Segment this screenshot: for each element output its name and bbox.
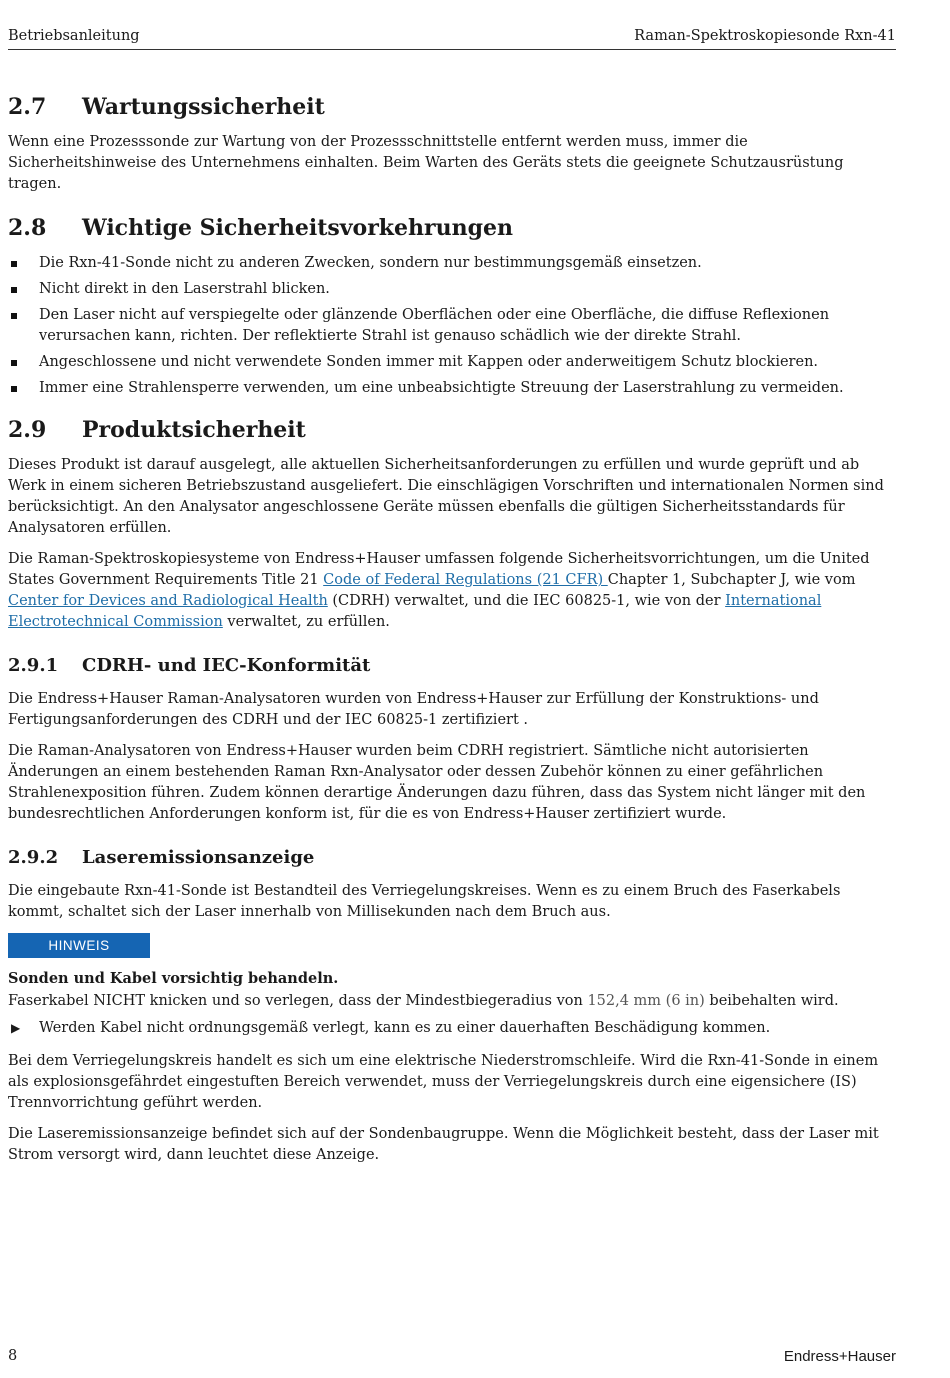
header-product-name: Raman-Spektroskopiesonde Rxn-41 — [634, 28, 896, 44]
paragraph: Die Raman-Analysatoren von Endress+Hauser wurden beim CDRH registriert. Sämtliche nicht autorisierten Änderungen an einem bestehenden Raman Rxn-Analysator oder dessen Zubehör können zu einer gefährlichen Strahlenexposition führen. Zudem können derartige Änderungen dazu führen, dass das System nicht länger mit den bundesrechtlichen Anforderungen konform ist, für die es von Endress+Hauser zertifiziert wurde. — [8, 743, 866, 822]
section-title: Wichtige Sicherheitsvorkehrungen — [82, 215, 513, 241]
iec-link[interactable]: International Electrotechnical Commission — [8, 593, 822, 630]
section-title: Wartungssicherheit — [82, 94, 325, 120]
page-number: 8 — [8, 1348, 18, 1364]
text-run: verwaltet, zu erfüllen. — [222, 614, 390, 630]
list-item-text: Immer eine Strahlensperre verwenden, um eine unbeabsichtigte Streuung der Laserstrahlung zu vermeiden. — [39, 380, 844, 396]
running-header — [8, 27, 896, 50]
cdrh-link[interactable]: Center for Devices and Radiological Health — [8, 593, 328, 609]
section-title: Laseremissionsanzeige — [82, 847, 315, 868]
square-bullet-icon — [11, 386, 17, 392]
section-title: CDRH- und IEC-Konformität — [82, 655, 371, 676]
consequence-line — [8, 1018, 896, 1039]
square-bullet-icon — [11, 313, 17, 319]
list-item-text: Angeschlossene und nicht verwendete Sonden immer mit Kappen oder anderweitigem Schutz blockieren. — [39, 354, 819, 370]
precautions-list — [8, 253, 896, 399]
text-run: Faserkabel NICHT knicken und so verlegen, dass der Mindestbiegeradius von — [8, 993, 588, 1009]
square-bullet-icon — [11, 261, 17, 267]
text-run: Die Raman-Spektroskopiesysteme von Endress+Hauser umfassen folgende Sicherheitsvorrichtungen, um die United States Government Requirements Title 21 — [8, 551, 870, 588]
list-item — [8, 378, 896, 399]
list-item — [8, 352, 896, 373]
header-document-type: Betriebsanleitung — [8, 28, 140, 44]
list-item — [8, 279, 896, 300]
section-heading-2-9-1 — [8, 653, 896, 679]
cfr-link[interactable]: Code of Federal Regulations (21 CFR) — [323, 572, 608, 588]
list-item-text: Die Rxn-41-Sonde nicht zu anderen Zwecken, sondern nur bestimmungsgemäß einsetzen. — [39, 255, 702, 271]
square-bullet-icon — [11, 287, 17, 293]
list-item-text: Den Laser nicht auf verspiegelte oder glänzende Oberflächen oder eine Oberfläche, die diffuse Reflexionen verursachen kann, richten. Der reflektierte Strahl ist genauso schädlich wie der direkte Strahl. — [39, 307, 830, 344]
list-item — [8, 253, 896, 274]
text-run: beibehalten wird. — [704, 993, 839, 1009]
paragraph: Die eingebaute Rxn-41-Sonde ist Bestandteil des Verriegelungskreises. Wenn es zu einem Bruch des Faserkabels kommt, schaltet sich der Laser innerhalb von Millisekunden nach dem Bruch aus. — [8, 883, 841, 920]
paragraph-with-links — [8, 549, 896, 633]
list-item — [8, 305, 896, 347]
section-heading-2-7 — [8, 92, 896, 122]
section-heading-2-9 — [8, 415, 896, 445]
paragraph: Bei dem Verriegelungskreis handelt es sich um eine elektrische Niederstromschleife. Wird die Rxn-41-Sonde in einem als explosionsgefährdet eingestuften Bereich verwendet, muss der Verriegelungskreis durch eine eigensichere (IS) Trennvorrichtung geführt werden. — [8, 1053, 879, 1111]
section-number: 2.9.1 — [8, 655, 59, 676]
section-heading-2-9-2 — [8, 845, 896, 871]
text-run: Chapter 1, Subchapter J, wie vom — [607, 572, 856, 588]
triangle-arrow-icon: ▶ — [11, 1021, 21, 1035]
notice-title: Sonden und Kabel vorsichtig behandeln. — [8, 970, 339, 987]
notice-badge: HINWEIS — [8, 933, 150, 958]
square-bullet-icon — [11, 360, 17, 366]
consequence-text: Werden Kabel nicht ordnungsgemäß verlegt, kann es zu einer dauerhaften Beschädigung kommen. — [39, 1020, 771, 1036]
section-number: 2.8 — [8, 215, 47, 241]
text-run: (CDRH) verwaltet, und die IEC 60825-1, wie von der — [327, 593, 726, 609]
running-footer — [8, 1348, 896, 1370]
paragraph: Dieses Produkt ist darauf ausgelegt, alle aktuellen Sicherheitsanforderungen zu erfüllen und wurde geprüft und ab Werk in einem sicheren Betriebszustand ausgeliefert. Die einschlägigen Vorschriften und internationalen Normen sind berücksichtigt. An den Analysator angeschlossene Geräte müssen ebenfalls die gültigen Sicherheitsstandards für Analysatoren erfüllen. — [8, 457, 884, 536]
section-number: 2.9.2 — [8, 847, 59, 868]
section-heading-2-8 — [8, 213, 896, 243]
section-title: Produktsicherheit — [82, 417, 306, 443]
page-content — [8, 92, 896, 1176]
paragraph: Die Laseremissionsanzeige befindet sich auf der Sondenbaugruppe. Wenn die Möglichkeit besteht, dass der Laser mit Strom versorgt wird, dann leuchtet diese Anzeige. — [8, 1126, 879, 1163]
paragraph: Wenn eine Prozesssonde zur Wartung von der Prozessschnittstelle entfernt werden muss, immer die Sicherheitshinweise des Unternehmens einhalten. Beim Warten des Geräts stets die geeignete Schutzausrüstung tragen. — [8, 134, 844, 192]
brand-name: Endress+Hauser — [783, 1348, 896, 1365]
notice-text — [8, 991, 896, 1012]
bend-radius-value: 152,4 mm (6 in) — [587, 993, 705, 1009]
notice-block — [8, 933, 896, 1039]
section-number: 2.7 — [8, 94, 47, 120]
document-page — [8, 0, 896, 1378]
section-number: 2.9 — [8, 417, 47, 443]
list-item-text: Nicht direkt in den Laserstrahl blicken. — [39, 281, 330, 297]
paragraph: Die Endress+Hauser Raman-Analysatoren wurden von Endress+Hauser zur Erfüllung der Konstruktions- und Fertigungsanforderungen des CDRH und der IEC 60825-1 zertifiziert . — [8, 691, 819, 728]
